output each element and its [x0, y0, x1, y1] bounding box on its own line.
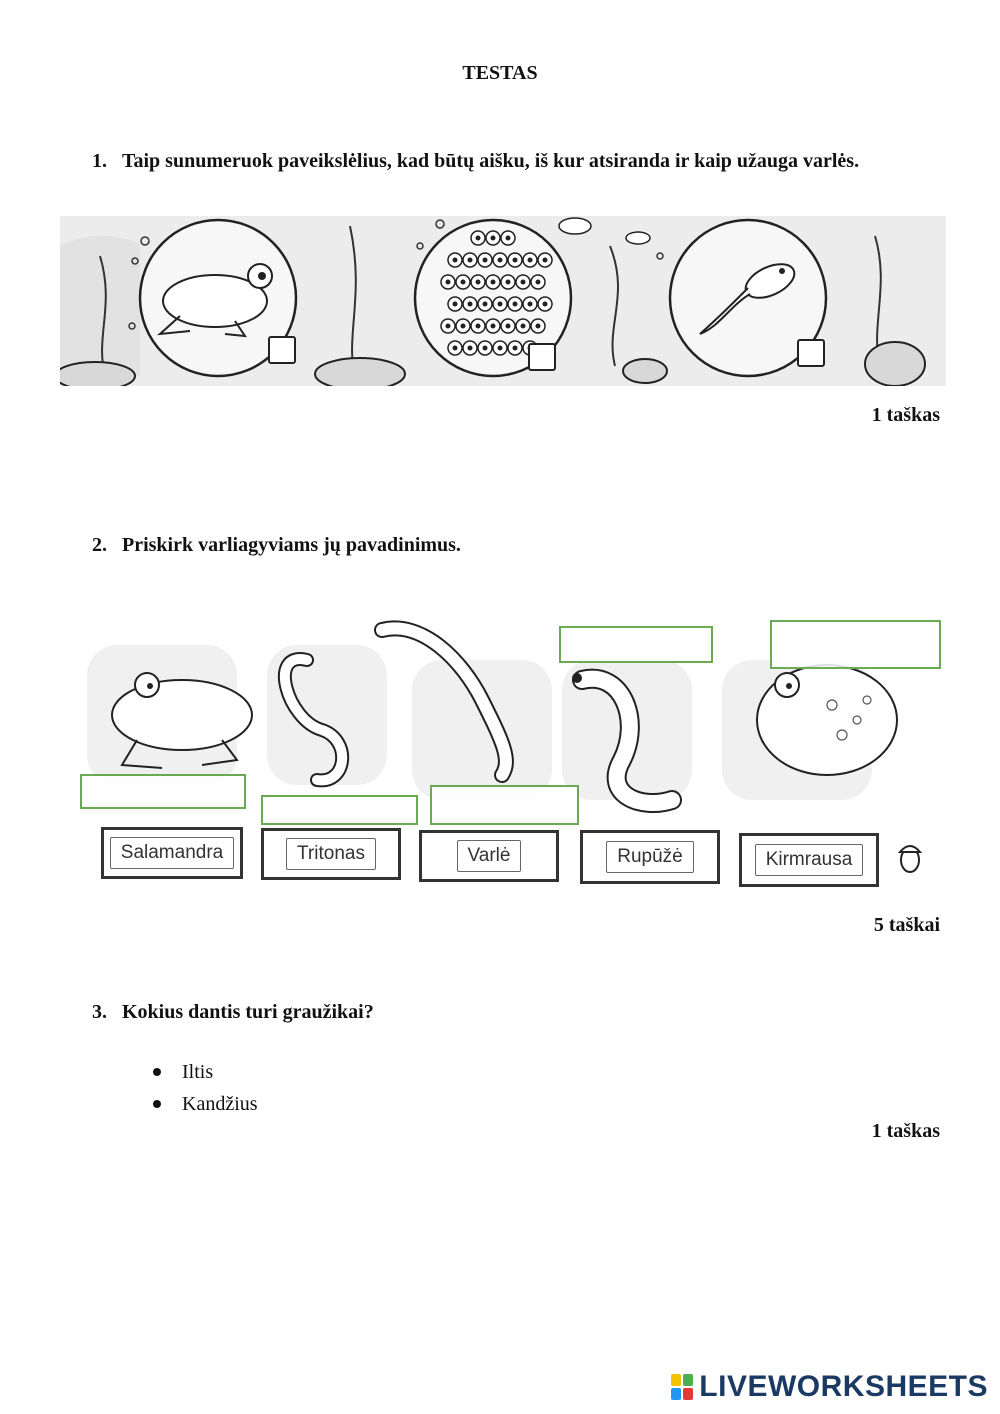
- option-1[interactable]: Iltis: [150, 1058, 258, 1090]
- answer-box-frog[interactable]: [80, 774, 246, 809]
- label-card-3[interactable]: [419, 830, 559, 882]
- page-title: TESTAS: [462, 62, 538, 84]
- question-2-text: Priskirk varliagyviams jų pavadinimus.: [122, 534, 461, 556]
- logo-mark-icon: [671, 1374, 693, 1400]
- label-card-4[interactable]: [580, 830, 720, 884]
- option-2[interactable]: Kandžius: [150, 1090, 258, 1122]
- label-text-5: Kirmrausa: [755, 844, 864, 876]
- label-text-4: Rupūžė: [606, 841, 694, 873]
- label-card-2[interactable]: [261, 828, 401, 880]
- question-3-number: 3.: [92, 1001, 107, 1023]
- question-3-points: 1 taškas: [871, 1120, 940, 1142]
- answer-box-caecilian[interactable]: [261, 795, 418, 825]
- liveworksheets-logo: [671, 1370, 988, 1404]
- order-checkbox-eggs[interactable]: [528, 343, 556, 371]
- question-3-text: Kokius dantis turi graužikai?: [122, 1001, 374, 1023]
- question-2-points: 5 taškai: [873, 914, 940, 936]
- answer-box-salamander[interactable]: [559, 626, 713, 663]
- question-1-number: 1.: [92, 150, 107, 172]
- question-1-points: 1 taškas: [871, 404, 940, 426]
- label-text-2: Tritonas: [286, 838, 376, 870]
- label-card-1[interactable]: [101, 827, 243, 879]
- order-checkbox-tadpole[interactable]: [797, 339, 825, 367]
- question-1-text: Taip sunumeruok paveikslėlius, kad būtų aišku, iš kur atsiranda ir kaip užauga varlės.: [122, 150, 860, 172]
- answer-box-toad[interactable]: [770, 620, 941, 669]
- label-card-5[interactable]: [739, 833, 879, 887]
- order-checkbox-frog[interactable]: [268, 336, 296, 364]
- answer-box-newt[interactable]: [430, 785, 579, 825]
- question-2-number: 2.: [92, 534, 107, 556]
- question-3-options: [150, 1058, 258, 1122]
- label-text-1: Salamandra: [110, 837, 234, 869]
- label-text-3: Varlė: [457, 840, 522, 872]
- logo-text: LIVEWORKSHEETS: [699, 1370, 988, 1403]
